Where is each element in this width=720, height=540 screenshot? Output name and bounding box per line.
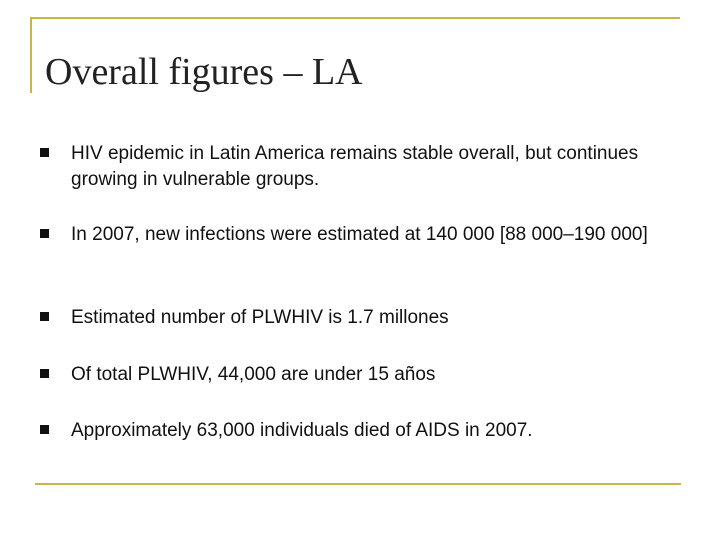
- bullet-text: Approximately 63,000 individuals died of AIDS in 2007.: [71, 420, 533, 441]
- square-bullet-icon: [40, 148, 49, 157]
- bottom-rule: [35, 483, 681, 485]
- square-bullet-icon: [40, 229, 49, 238]
- square-bullet-icon: [40, 369, 49, 378]
- bullet-text: In 2007, new infections were estimated at 140 000 [88 000–190 000]: [71, 224, 648, 245]
- bullet-text: Estimated number of PLWHIV is 1.7 millones: [71, 307, 449, 328]
- left-rule: [30, 17, 32, 93]
- bullet-text: HIV epidemic in Latin America remains stable overall, but continues growing in vulnerable groups.: [71, 143, 639, 190]
- top-rule: [30, 17, 680, 19]
- bullet-text: Of total PLWHIV, 44,000 are under 15 años: [71, 364, 436, 385]
- square-bullet-icon: [40, 312, 49, 321]
- slide-title: Overall figures – LA: [45, 51, 363, 93]
- square-bullet-icon: [40, 425, 49, 434]
